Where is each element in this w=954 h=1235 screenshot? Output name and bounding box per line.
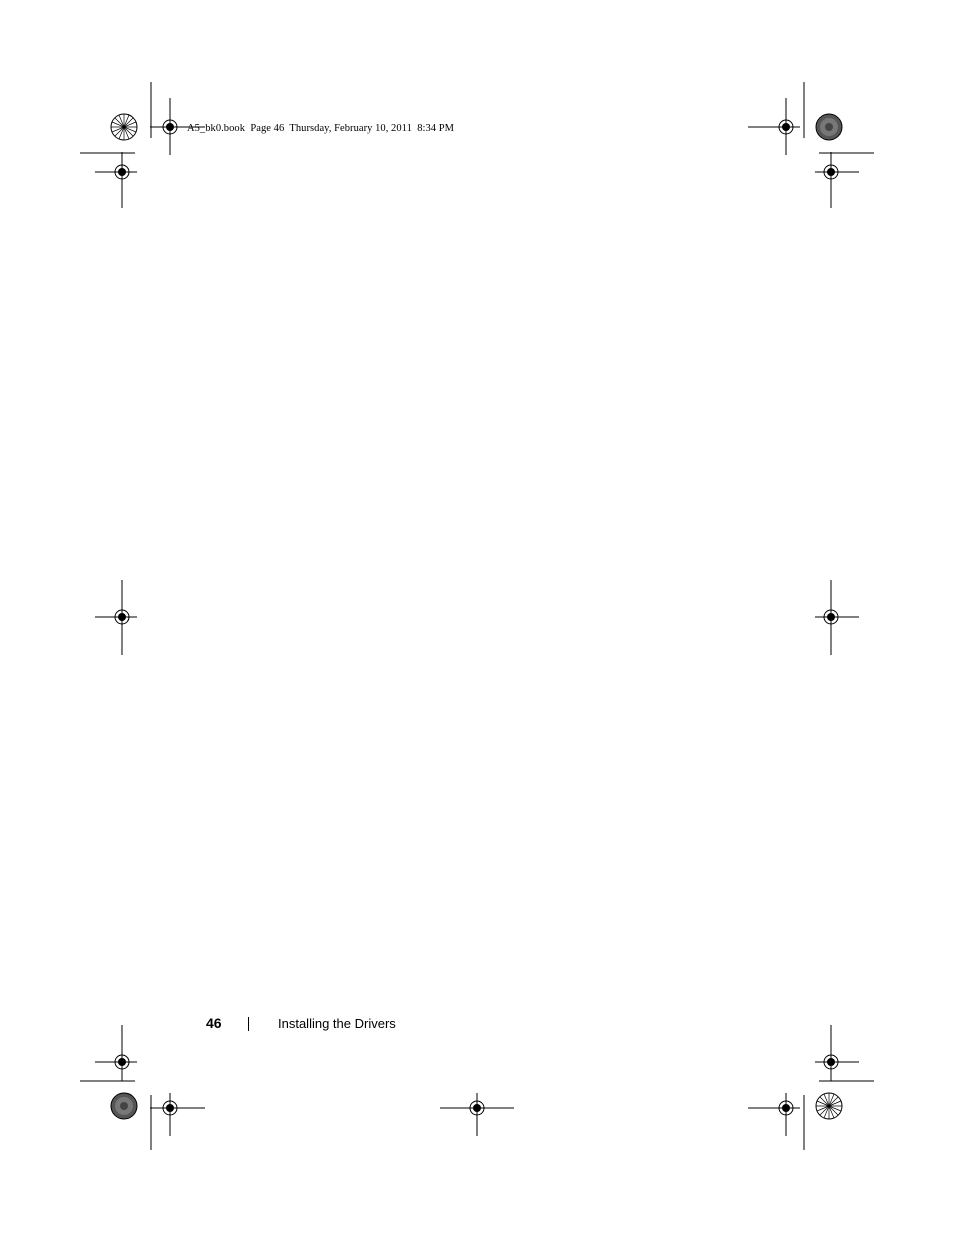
registration-mark-middle-left	[95, 580, 137, 655]
footer-separator	[248, 1017, 249, 1031]
page-number: 46	[206, 1015, 222, 1031]
registration-mark-middle-right	[815, 580, 859, 655]
color-wheel-mark-bottom-left	[111, 1093, 137, 1119]
color-wheel-mark-top-right	[816, 114, 842, 140]
registration-mark-top-right-a	[748, 98, 800, 155]
running-footer-title: Installing the Drivers	[278, 1016, 396, 1031]
registration-mark-top-left-b	[95, 152, 137, 208]
registration-mark-bottom-left-b	[150, 1093, 205, 1136]
color-wheel-mark-top-left	[111, 114, 137, 140]
crop-mark-top-right	[804, 82, 874, 153]
registration-mark-bottom-right-a	[815, 1025, 859, 1081]
registration-mark-bottom-left-a	[95, 1025, 137, 1081]
color-wheel-mark-bottom-right	[816, 1093, 842, 1119]
registration-mark-bottom-center	[440, 1093, 514, 1136]
crop-mark-bottom-right	[804, 1081, 874, 1150]
registration-mark-bottom-right-b	[748, 1093, 800, 1136]
registration-mark-top-right-b	[815, 152, 859, 208]
print-slug-line: A5_bk0.book Page 46 Thursday, February 10, 2011 8:34 PM	[187, 123, 455, 134]
